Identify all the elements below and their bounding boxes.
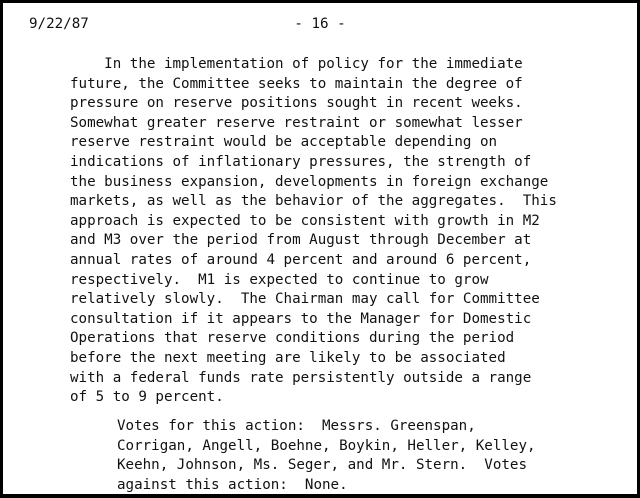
- votes-line: Keehn, Johnson, Ms. Seger, and Mr. Stern. Votes: [117, 457, 527, 474]
- paragraph-line: annual rates of around 4 percent and around 6 percent,: [70, 251, 532, 268]
- paragraph-line: respectively. M1 is expected to continue to grow: [70, 271, 489, 288]
- policy-directive-paragraph: [70, 55, 630, 408]
- paragraph-line: of 5 to 9 percent.: [70, 389, 224, 406]
- document-page: [3, 3, 637, 494]
- paragraph-line: Operations that reserve conditions during the period: [70, 330, 515, 347]
- page-number: - 16 -: [294, 16, 346, 32]
- paragraph-line: In the implementation of policy for the immediate: [70, 56, 523, 72]
- paragraph-line: relatively slowly. The Chairman may call for Committee: [70, 291, 540, 308]
- votes-paragraph: [117, 417, 632, 494]
- paragraph-line: consultation if it appears to the Manager for Domestic: [70, 310, 532, 327]
- votes-line: against this action: None.: [117, 476, 348, 493]
- document-date: 9/22/87: [29, 16, 89, 32]
- paragraph-line: the business expansion, developments in foreign exchange: [70, 173, 549, 190]
- paragraph-line: with a federal funds rate persistently outside a range: [70, 369, 532, 386]
- paragraph-line: pressure on reserve positions sought in recent weeks.: [70, 95, 523, 112]
- paragraph-line: future, the Committee seeks to maintain the degree of: [70, 75, 523, 92]
- paragraph-line: markets, as well as the behavior of the aggregates. This: [70, 193, 557, 210]
- votes-line: Corrigan, Angell, Boehne, Boykin, Heller, Kelley,: [117, 437, 536, 454]
- paragraph-line: Somewhat greater reserve restraint or somewhat lesser: [70, 114, 523, 131]
- page-header: [3, 15, 637, 35]
- paragraph-line: indications of inflationary pressures, the strength of: [70, 153, 532, 170]
- votes-line: Votes for this action: Messrs. Greenspan,: [117, 418, 476, 434]
- paragraph-line: and M3 over the period from August through December at: [70, 232, 532, 249]
- paragraph-line: before the next meeting are likely to be associated: [70, 349, 506, 366]
- paragraph-line: approach is expected to be consistent with growth in M2: [70, 212, 540, 229]
- paragraph-line: reserve restraint would be acceptable depending on: [70, 134, 498, 151]
